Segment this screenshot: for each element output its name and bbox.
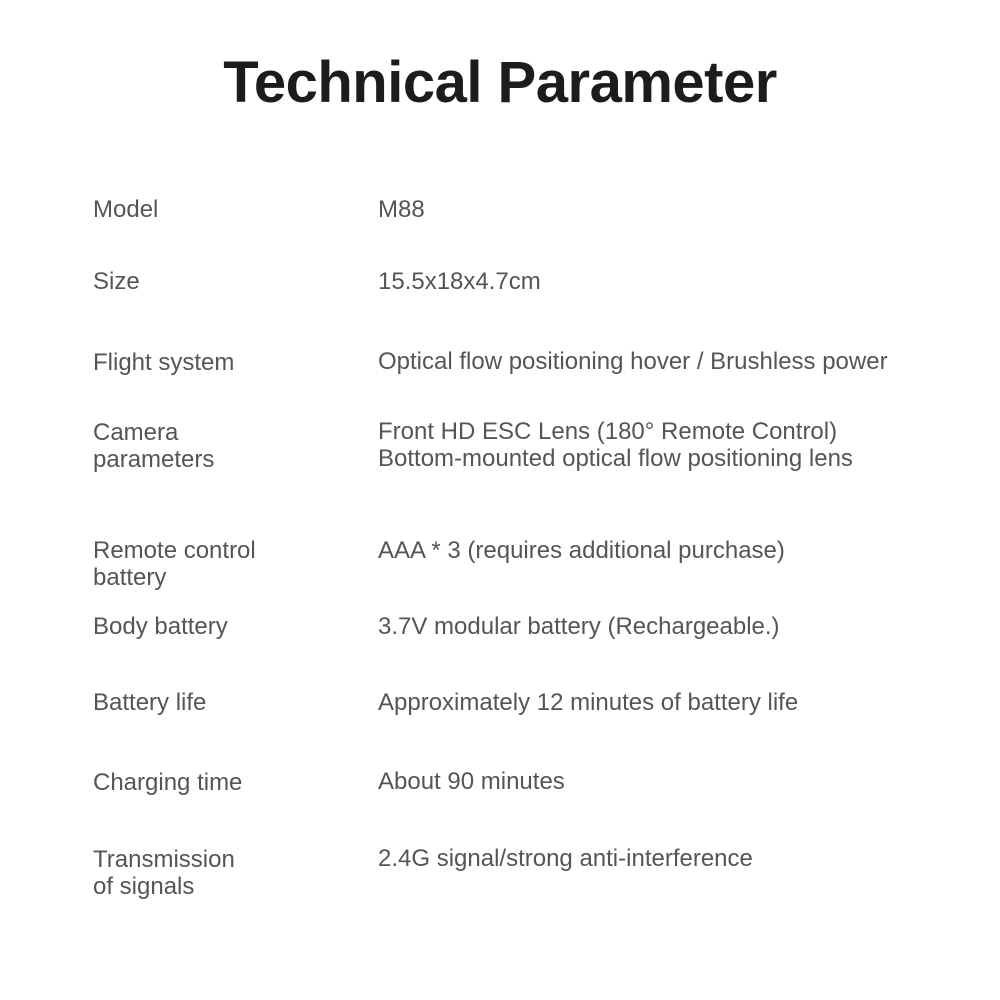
spec-label-camera-parameters: Camera parameters — [93, 419, 215, 473]
spec-label-battery-life: Battery life — [93, 689, 207, 716]
spec-value-flight-system: Optical flow positioning hover / Brushless power — [378, 348, 888, 375]
spec-value-camera-parameters: Front HD ESC Lens (180° Remote Control) Bottom-mounted optical flow positioning lens — [378, 418, 853, 472]
spec-value-model: M88 — [378, 196, 425, 223]
spec-label-charging-time: Charging time — [93, 769, 243, 796]
spec-label-body-battery: Body battery — [93, 613, 228, 640]
spec-label-model: Model — [93, 196, 159, 223]
spec-label-remote-control-battery: Remote control battery — [93, 537, 256, 591]
spec-label-transmission-of-signals: Transmission of signals — [93, 846, 235, 900]
spec-label-flight-system: Flight system — [93, 349, 235, 376]
spec-label-size: Size — [93, 268, 140, 295]
spec-value-size: 15.5x18x4.7cm — [378, 268, 541, 295]
spec-value-body-battery: 3.7V modular battery (Rechargeable.) — [378, 613, 780, 640]
spec-value-charging-time: About 90 minutes — [378, 768, 565, 795]
page-title: Technical Parameter — [223, 50, 777, 115]
spec-value-battery-life: Approximately 12 minutes of battery life — [378, 689, 799, 716]
spec-value-remote-control-battery: AAA * 3 (requires additional purchase) — [378, 537, 785, 564]
spec-value-transmission-of-signals: 2.4G signal/strong anti-interference — [378, 845, 753, 872]
